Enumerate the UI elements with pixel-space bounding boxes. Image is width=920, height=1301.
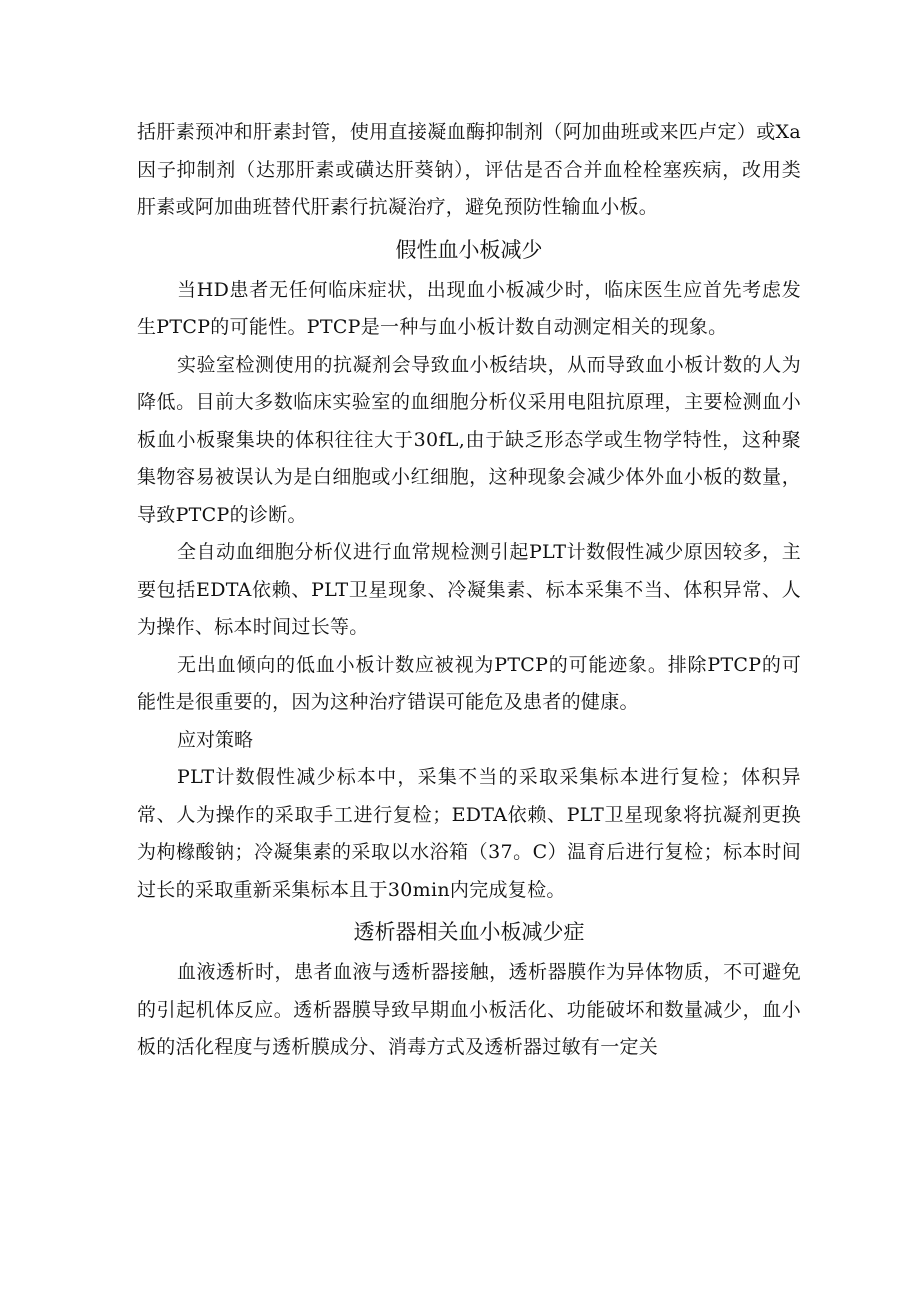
section-heading-dialyzer-thrombocytopenia: 透析器相关血小板减少症 xyxy=(353,920,585,944)
body-paragraph: 无出血倾向的低血小板计数应被视为PTCP的可能迹象。排除PTCP的可能性是很重要的，因为这种治疗错误可能危及患者的健康。 xyxy=(137,653,801,713)
body-paragraph: 当HD患者无任何临床症状，出现血小板减少时，临床医生应首先考虑发生PTCP的可能性。PTCP是一种与血小板计数自动测定相关的现象。 xyxy=(137,278,801,338)
document-body xyxy=(137,114,801,1067)
subheading-strategy: 应对策略 xyxy=(177,728,254,751)
body-paragraph: 全自动血细胞分析仪进行血常规检测引起PLT计数假性减少原因较多，主要包括EDTA依赖、PLT卫星现象、冷凝集素、标本采集不当、体积异常、人为操作、标本时间过长等。 xyxy=(137,541,801,638)
body-paragraph: 血液透析时，患者血液与透析器接触，透析器膜作为异体物质，不可避免的引起机体反应。透析器膜导致早期血小板活化、功能破坏和数量减少，血小板的活化程度与透析膜成分、消毒方式及透析器过敏有一定关 xyxy=(137,961,801,1058)
section-heading-pseudo-thrombocytopenia: 假性血小板减少 xyxy=(395,237,543,262)
intro-paragraph: 括肝素预冲和肝素封管，使用直接凝血酶抑制剂（阿加曲班或来匹卢定）或Xa因子抑制剂（达那肝素或磺达肝葵钠），评估是否合并血栓栓塞疾病，改用类肝素或阿加曲班替代肝素行抗凝治疗，避免预防性输血小板。 xyxy=(137,121,801,218)
strategy-paragraph: PLT计数假性减少标本中，采集不当的采取采集标本进行复检；体积异常、人为操作的采取手工进行复检；EDTA依赖、PLT卫星现象将抗凝剂更换为枸橼酸钠；冷凝集素的采取以水浴箱（37。C）温育后进行复检；标本时间过长的采取重新采集标本且于30min内完成复检。 xyxy=(137,766,801,901)
body-paragraph: 实验室检测使用的抗凝剂会导致血小板结块，从而导致血小板计数的人为降低。目前大多数临床实验室的血细胞分析仪采用电阻抗原理，主要检测血小板血小板聚集块的体积往往大于30fL,由于缺乏形态学或生物学特性，这种聚集物容易被误认为是白细胞或小红细胞，这种现象会减少体外血小板的数量，导致PTCP的诊断。 xyxy=(137,353,801,526)
